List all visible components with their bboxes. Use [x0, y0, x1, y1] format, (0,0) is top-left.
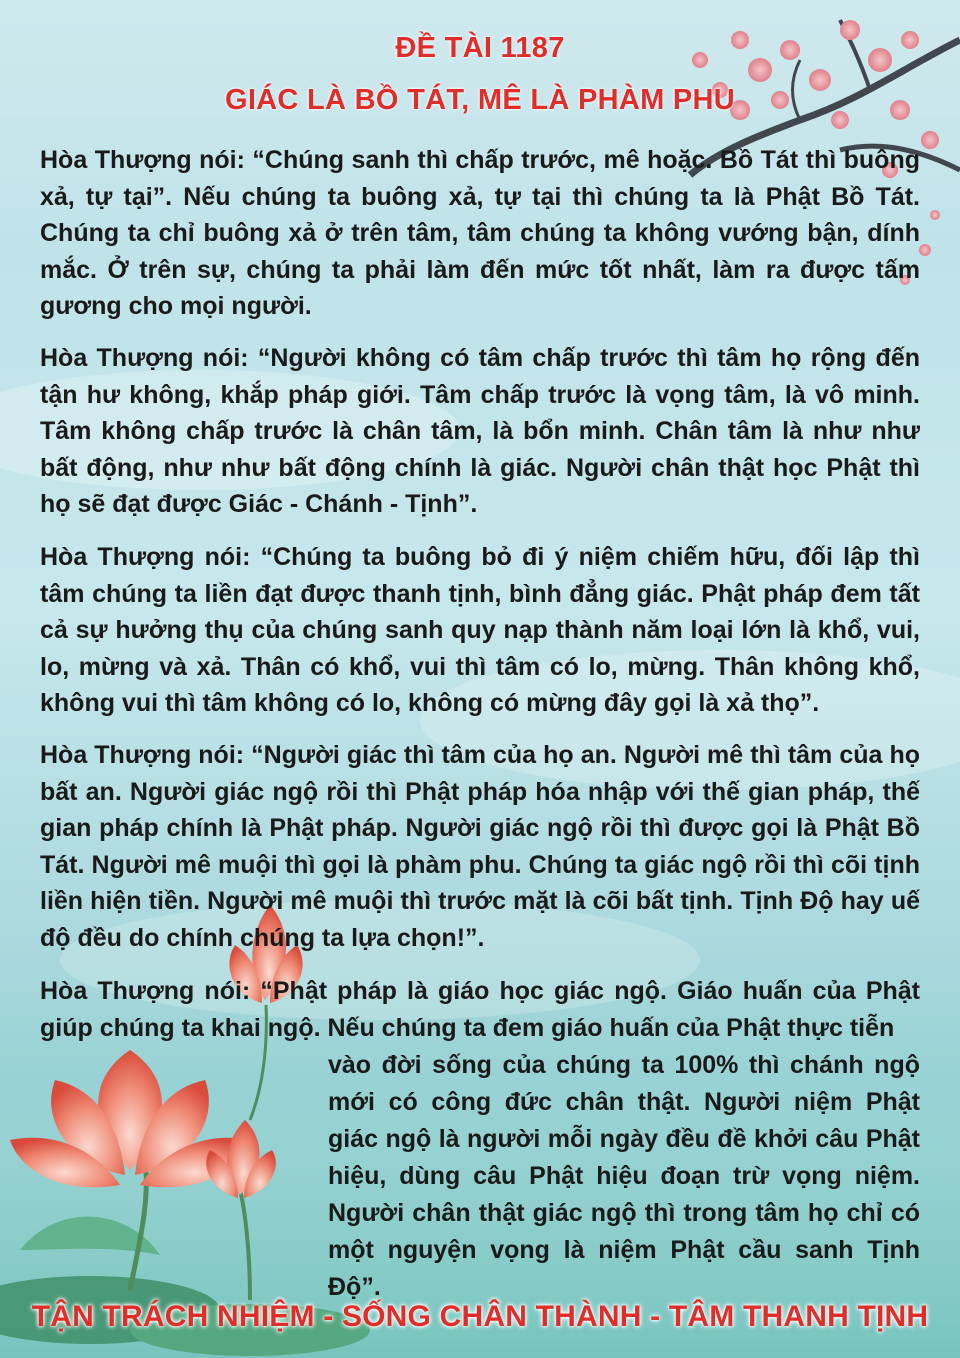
paragraph-5-continuation: vào đời sống của chúng ta 100% thì chánh ngộ mới có công đức chân thật. Người niệm Phật giác ngộ là người mỗi ngày đều đề khởi câu Phật hiệu, dùng câu Phật hiệu đoạn trừ vọng niệm. Người chân thật giác ngộ thì trong tâm họ chỉ có một nguyện vọng là niệm Phật cầu sanh Tịnh Độ”. [328, 1051, 920, 1301]
paragraph-1: Hòa Thượng nói: “Chúng sanh thì chấp trước, mê hoặc. Bồ Tát thì buông xả, tự tại”. Nếu chúng ta buông xả, tự tại thì chúng ta là Phật Bồ Tát. Chúng ta chỉ buông xả ở trên tâm, tâm chúng ta không vướng bận, dính mắc. Ở trên sự, chúng ta phải làm đến mức tốt nhất, làm ra được tấm gương cho mọi người. [40, 146, 920, 320]
footer-slogan: TẬN TRÁCH NHIỆM - SỐNG CHÂN THÀNH - TÂM THANH TỊNH [31, 1300, 929, 1333]
paragraph-2: Hòa Thượng nói: “Người không có tâm chấp trước thì tâm họ rộng đến tận hư không, khắp pháp giới. Tâm chấp trước là vọng tâm, là vô minh. Tâm không chấp trước là chân tâm, là bổn minh. Chân tâm là như như bất động, như như bất động chính là giác. Người chân thật học Phật thì họ sẽ đạt được Giác - Chánh - Tịnh”. [40, 344, 920, 518]
paragraph-4: Hòa Thượng nói: “Người giác thì tâm của họ an. Người mê thì tâm của họ bất an. Người giác ngộ rồi thì Phật pháp hóa nhập với thế gian pháp, thế gian pháp chính là Phật pháp. Người giác ngộ rồi thì được gọi là Phật Bồ Tát. Người mê muội thì gọi là phàm phu. Chúng ta giác ngộ rồi thì cõi tịnh liền hiện tiền. Người mê muội thì trước mặt là cõi bất tịnh. Tịnh Độ hay uế độ đều do chính chúng ta lựa chọn!”. [40, 741, 920, 952]
topic-number-title: ĐỀ TÀI 1187 [395, 32, 565, 64]
paragraph-3: Hòa Thượng nói: “Chúng ta buông bỏ đi ý niệm chiếm hữu, đối lập thì tâm chúng ta liền đạt được thanh tịnh, bình đẳng giác. Phật pháp đem tất cả sự hưởng thụ của chúng sanh quy nạp thành năm loại lớn là khổ, vui, lo, mừng và xả. Thân có khổ, vui thì tâm có lo, mừng. Thân không khổ, không vui thì tâm không có lo, không có mừng đây gọi là xả thọ”. [40, 543, 920, 717]
paragraph-5-lead: Hòa Thượng nói: “Phật pháp là giáo học giác ngộ. Giáo huấn của Phật giúp chúng ta khai ngộ. Nếu chúng ta đem giáo huấn của Phật thực tiễn [40, 977, 920, 1042]
topic-title: GIÁC LÀ BỒ TÁT, MÊ LÀ PHÀM PHU [224, 84, 736, 116]
